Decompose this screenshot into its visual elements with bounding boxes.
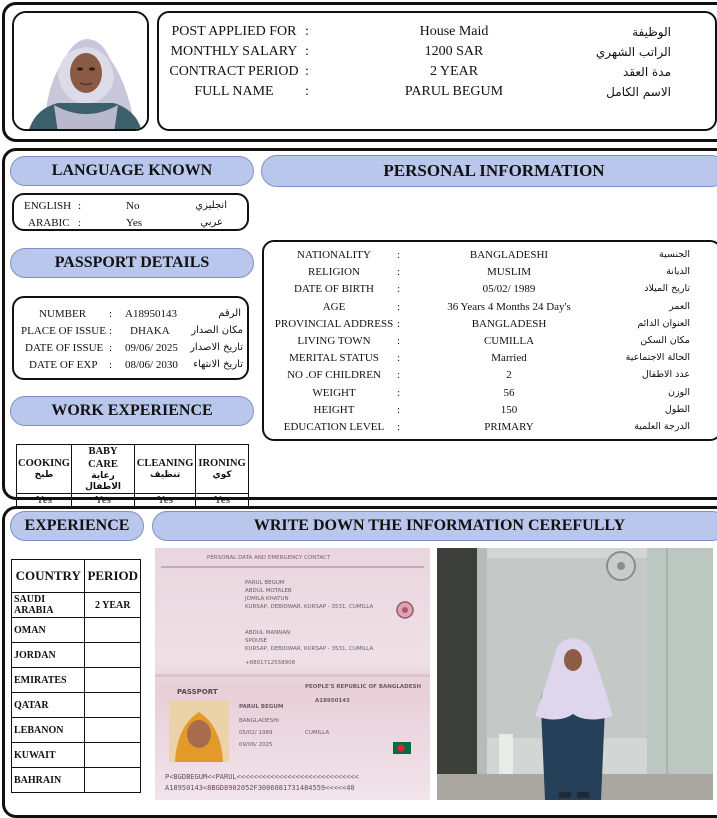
personal-label: NO .OF CHILDREN	[287, 369, 381, 382]
skill-name-arabic: تنظيف	[149, 470, 181, 480]
name-label: FULL NAME	[194, 84, 274, 99]
personal-value: 36 Years 4 Months 24 Day's	[447, 300, 571, 313]
colon: :	[397, 300, 401, 313]
country-row	[12, 643, 141, 668]
personal-arabic: الجنسية	[659, 249, 690, 260]
skill-name-arabic: طبخ	[34, 470, 54, 480]
personal-value: PRIMARY	[484, 421, 534, 433]
country-row	[12, 618, 141, 643]
passport-row-exp	[14, 357, 251, 373]
personal-row	[264, 247, 717, 263]
passport-label: NUMBER	[39, 308, 87, 320]
country-period: 2 YEAR	[85, 593, 141, 618]
passport-scan-field: PARUL BEGUM	[245, 580, 285, 586]
personal-arabic: الديانة	[666, 266, 690, 278]
passport-arabic: تاريخ الانتهاء	[193, 359, 243, 370]
personal-label: RELIGION	[308, 266, 360, 279]
personal-value: 2	[506, 369, 512, 382]
colon: :	[397, 335, 401, 347]
passport-scan-dob: 05/02/ 1989	[239, 730, 273, 736]
personal-label: DATE OF BIRTH	[293, 283, 374, 296]
colon: :	[78, 200, 82, 212]
skill-header-cooking	[17, 445, 72, 494]
country-period	[85, 618, 141, 643]
skill-name-arabic: رعاية الاطفال	[85, 471, 122, 492]
personal-label: AGE	[322, 300, 346, 313]
personal-row	[264, 281, 717, 297]
skill-header-cleaning	[135, 445, 196, 494]
country-period	[85, 643, 141, 668]
passport-label: DATE OF ISSUE	[25, 342, 104, 354]
colon: :	[109, 342, 113, 354]
passport-arabic: الرقم	[218, 308, 241, 319]
passport-scan-field: ABDUL MOTALEB	[245, 588, 292, 594]
country-period	[85, 718, 141, 743]
salary-arabic: الراتب الشهري	[595, 45, 671, 59]
personal-value: Married	[491, 352, 527, 365]
experience-title: EXPERIENCE	[10, 511, 144, 541]
passport-mrz-line-2: A18950143<8BGD8902052F3006081731484559<<<<<40	[165, 784, 355, 792]
passport-scan-image	[155, 548, 430, 800]
colon: :	[397, 369, 401, 382]
name-value: PARUL BEGUM	[404, 84, 504, 99]
full-body-photo	[437, 548, 713, 800]
personal-box	[262, 240, 717, 441]
personal-row	[264, 367, 717, 383]
country-name: KUWAIT	[12, 743, 85, 768]
skill-header-baby-care	[71, 445, 134, 494]
passport-label: DATE OF EXP	[29, 359, 98, 371]
passport-mrz-line-1: P<BGDBEGUM<<PARUL<<<<<<<<<<<<<<<<<<<<<<<<<<<<<	[165, 773, 359, 781]
passport-scan-country: PEOPLE'S REPUBLIC OF BANGLADESH	[305, 684, 422, 690]
full-body-photo-scene	[437, 548, 713, 800]
personal-arabic: تاريخ الميلاد	[644, 283, 690, 295]
passport-box	[12, 296, 249, 380]
colon: :	[397, 283, 401, 296]
skill-header-ironing	[196, 445, 249, 494]
header-row-post	[159, 22, 715, 42]
colon: :	[397, 421, 401, 433]
passport-scan-number: A18950143	[315, 698, 350, 704]
skill-name-arabic: كوي	[212, 470, 232, 480]
contract-arabic: مدة العقد	[623, 65, 671, 79]
personal-label: PROVINCIAL ADDRESS	[274, 317, 394, 330]
contract-value: 2 YEAR	[429, 64, 479, 79]
skill-value: Yes	[71, 494, 134, 508]
passport-arabic: تاريخ الاصدار	[190, 342, 243, 353]
country-name: EMIRATES	[12, 668, 85, 693]
country-row	[12, 718, 141, 743]
colon: :	[109, 308, 113, 320]
skill-name: BABY CARE	[88, 446, 118, 470]
personal-row	[264, 333, 717, 349]
passport-holder-photo	[169, 700, 229, 762]
country-name: JORDAN	[12, 643, 85, 668]
country-table	[11, 559, 141, 793]
salary-label: MONTHLY SALARY	[170, 44, 298, 59]
passport-label: PLACE OF ISSUE	[21, 325, 106, 337]
country-name: OMAN	[12, 618, 85, 643]
passport-scan-field: KURSAP, DEBIDWAR, KURSAP - 3531, CUMILLA	[245, 604, 374, 610]
personal-arabic: مكان السكن	[640, 335, 690, 346]
colon: :	[397, 249, 401, 261]
passport-scan-name: PARUL BEGUM	[239, 704, 284, 710]
passport-row-number	[14, 306, 251, 322]
work-skills-table	[16, 444, 249, 508]
country-name: SAUDI ARABIA	[12, 593, 85, 618]
passport-scan-field: JOMILA KHATUN	[245, 596, 289, 602]
language-row-english	[14, 198, 251, 214]
passport-emblem-icon	[395, 600, 415, 620]
personal-value: CUMILLA	[483, 335, 535, 347]
colon: :	[397, 386, 401, 399]
personal-row	[264, 350, 717, 366]
passport-scan-word: PASSPORT	[177, 688, 218, 696]
country-header-row	[12, 560, 141, 593]
passport-title: PASSPORT DETAILS	[10, 248, 254, 278]
passport-scan-town: CUMILLA	[305, 730, 330, 736]
passport-value: A18950143	[125, 308, 177, 320]
personal-value: MUSLIM	[486, 266, 531, 279]
name-arabic: الاسم الكامل	[606, 85, 671, 99]
country-period	[85, 743, 141, 768]
passport-scan-field: SPOUSE	[245, 638, 268, 644]
country-row	[12, 593, 141, 618]
language-arabic: عربي	[200, 217, 223, 228]
passport-row-issue	[14, 340, 251, 356]
passport-value: 09/06/ 2025	[125, 342, 178, 354]
instructions-title: WRITE DOWN THE INFORMATION CEREFULLY	[152, 511, 717, 541]
candidate-photo	[14, 13, 149, 131]
colon: :	[78, 217, 82, 229]
personal-value: 05/02/ 1989	[482, 283, 536, 296]
personal-label: LIVING TOWN	[297, 335, 371, 347]
country-row	[12, 693, 141, 718]
language-label: ARABIC	[28, 217, 70, 229]
language-row-arabic	[14, 215, 251, 231]
work-title: WORK EXPERIENCE	[10, 396, 254, 426]
personal-value: 56	[503, 386, 515, 399]
personal-label: WEIGHT	[312, 386, 356, 399]
candidate-photo-frame	[12, 11, 149, 131]
country-period	[85, 668, 141, 693]
personal-title: PERSONAL INFORMATION	[261, 155, 717, 187]
language-value: No	[126, 200, 140, 212]
header-row-salary	[159, 42, 715, 62]
skill-value: Yes	[17, 494, 72, 508]
post-arabic: الوظيفة	[632, 25, 671, 39]
colon: :	[397, 266, 401, 279]
passport-scan-nationality: BANGLADESHI	[239, 718, 279, 724]
language-box	[12, 193, 249, 231]
header-info-box	[157, 11, 717, 131]
personal-value: BANGLADESHI	[469, 249, 549, 261]
personal-value: 150	[500, 403, 518, 416]
language-arabic: انجليزي	[195, 200, 227, 211]
personal-arabic: الطول	[664, 403, 690, 415]
country-row	[12, 768, 141, 793]
country-name: BAHRAIN	[12, 768, 85, 793]
personal-arabic: الدرجة العلمية	[634, 421, 690, 432]
salary-value: 1200 SAR	[424, 44, 484, 59]
personal-row	[264, 385, 717, 401]
country-period	[85, 693, 141, 718]
passport-scan-field: ABDUL MANNAN	[245, 630, 291, 636]
colon: :	[305, 44, 309, 59]
contract-label: CONTRACT PERIOD	[169, 64, 299, 79]
passport-scan-field: +8801712558908	[245, 660, 296, 666]
country-row	[12, 668, 141, 693]
personal-arabic: العنوان الدائم	[637, 317, 690, 329]
passport-value: 08/06/ 2030	[125, 359, 178, 371]
passport-scan-fold	[155, 674, 430, 677]
colon: :	[305, 84, 309, 99]
colon: :	[305, 24, 309, 39]
personal-row	[264, 264, 717, 280]
personal-arabic: الوزن	[667, 386, 690, 398]
personal-row	[264, 402, 717, 418]
passport-scan-field: KURSAP, DEBIDWAR, KURSAP - 3531, CUMILLA	[245, 646, 374, 652]
passport-scan-issue: 09/06/ 2025	[239, 742, 273, 748]
skill-name: IRONING	[198, 458, 246, 469]
passport-value: DHAKA	[130, 325, 170, 337]
country-column-header: COUNTRY	[12, 560, 85, 593]
personal-label: MERITAL STATUS	[289, 352, 379, 365]
skill-value: Yes	[135, 494, 196, 508]
colon: :	[397, 317, 401, 330]
country-period	[85, 768, 141, 793]
personal-label: EDUCATION LEVEL	[283, 421, 385, 433]
language-title: LANGUAGE KNOWN	[10, 156, 254, 186]
header-row-contract	[159, 62, 715, 82]
passport-arabic: مكان الصدار	[191, 325, 243, 336]
skill-name: COOKING	[18, 458, 70, 469]
passport-scan-caption: PERSONAL DATA AND EMERGENCY CONTACT	[207, 555, 331, 561]
post-value: House Maid	[419, 24, 489, 39]
country-name: QATAR	[12, 693, 85, 718]
colon: :	[397, 403, 401, 416]
skill-value: Yes	[196, 494, 249, 508]
personal-arabic: الحالة الاجتماعية	[625, 352, 690, 364]
personal-label: NATIONALITY	[297, 249, 371, 261]
language-label: ENGLISH	[24, 200, 72, 212]
passport-scan-rule	[161, 566, 424, 568]
personal-arabic: العمر	[669, 300, 690, 312]
country-name: LEBANON	[12, 718, 85, 743]
colon: :	[305, 64, 309, 79]
language-value: Yes	[126, 217, 143, 229]
header-row-name	[159, 82, 715, 102]
personal-arabic: عدد الاطفال	[641, 369, 690, 381]
colon: :	[109, 359, 113, 371]
personal-row	[264, 299, 717, 315]
period-column-header: PERIOD	[85, 560, 141, 593]
bangladesh-flag-icon	[393, 742, 411, 754]
country-row	[12, 743, 141, 768]
post-label: POST APPLIED FOR	[171, 24, 297, 39]
personal-row	[264, 419, 717, 435]
passport-row-place	[14, 323, 251, 339]
colon: :	[397, 352, 401, 365]
personal-value: BANGLADESH	[471, 317, 547, 330]
personal-row	[264, 316, 717, 332]
personal-label: HEIGHT	[313, 403, 355, 416]
skill-name: CLEANING	[136, 458, 194, 469]
work-header-row	[17, 445, 249, 494]
colon: :	[109, 325, 113, 337]
